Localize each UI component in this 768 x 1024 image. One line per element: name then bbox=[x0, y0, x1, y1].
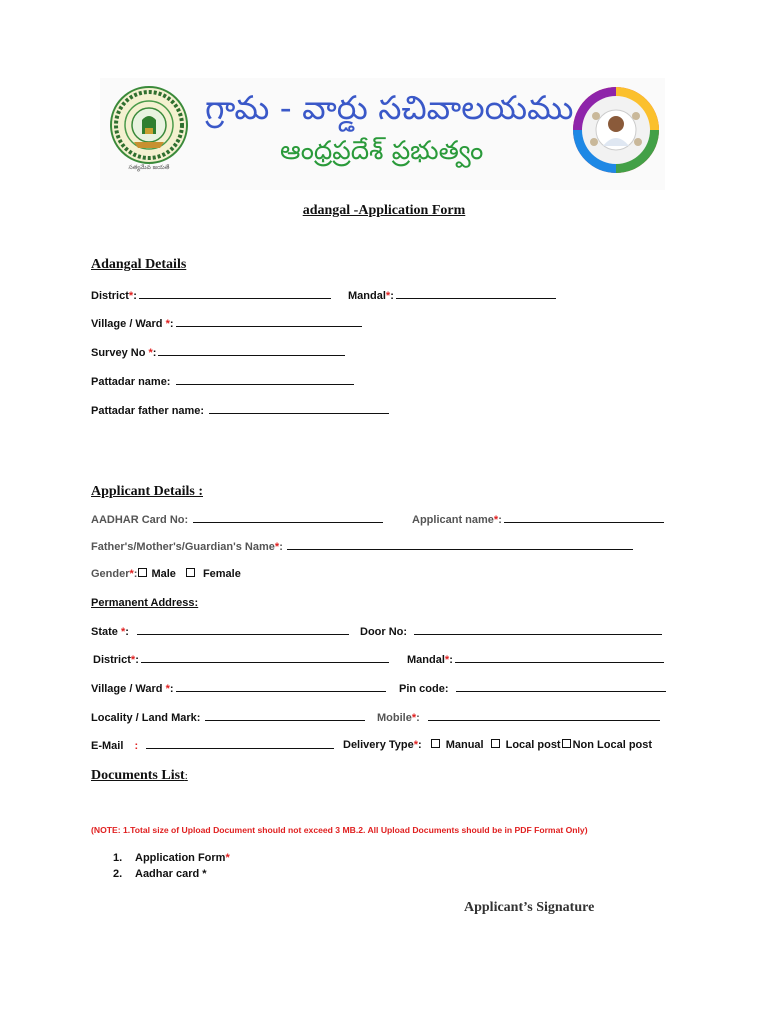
village-field[interactable]: Village / Ward *: bbox=[91, 316, 362, 331]
state-emblem-logo bbox=[108, 84, 190, 178]
list-item: 2. Aadhar card * bbox=[113, 868, 207, 880]
door-no-label: Door No: bbox=[360, 626, 411, 638]
applicant-district-label: District bbox=[93, 654, 131, 666]
non-local-post-label: Non Local post bbox=[572, 739, 653, 751]
district-field[interactable]: District*: bbox=[91, 288, 331, 303]
mandal-label: Mandal bbox=[348, 290, 386, 302]
permanent-address-heading: Permanent Address: bbox=[91, 597, 199, 609]
pattadar-name-field[interactable] bbox=[91, 374, 354, 389]
non-local-post-checkbox[interactable] bbox=[562, 739, 571, 748]
aadhar-input-line[interactable] bbox=[193, 512, 383, 523]
email-label: E-Mail bbox=[91, 740, 127, 752]
applicant-village-field[interactable]: Village / Ward *: bbox=[91, 681, 386, 696]
emblem-motto: సత్యమేవ జయతే bbox=[128, 164, 170, 171]
email-field[interactable] bbox=[91, 738, 334, 753]
required-star: * bbox=[130, 654, 136, 666]
applicant-village-input-line[interactable] bbox=[176, 681, 386, 692]
survey-field[interactable]: Survey No *: bbox=[91, 345, 345, 360]
mobile-label: Mobile bbox=[377, 712, 412, 724]
survey-input-line[interactable] bbox=[158, 345, 345, 356]
applicant-village-label: Village / Ward bbox=[91, 683, 166, 695]
required-star: * bbox=[120, 626, 126, 638]
form-title: adangal -Application Form bbox=[302, 203, 466, 218]
delivery-type-label: Delivery Type bbox=[343, 739, 414, 751]
mandal-field[interactable]: Mandal*: bbox=[348, 288, 556, 303]
applicant-mandal-field[interactable]: Mandal*: bbox=[407, 652, 664, 667]
cm-portrait-logo bbox=[572, 86, 660, 174]
door-no-input-line[interactable] bbox=[414, 624, 662, 635]
required-star: * bbox=[165, 683, 170, 695]
applicant-name-input-line[interactable] bbox=[504, 512, 664, 523]
applicant-name-field[interactable]: Applicant name*: bbox=[412, 512, 664, 527]
required-star: * bbox=[411, 712, 417, 724]
applicant-mandal-input-line[interactable] bbox=[455, 652, 664, 663]
required-star: * bbox=[385, 290, 391, 302]
gender-field: Gender*: Male Female bbox=[91, 568, 241, 580]
aadhar-label: AADHAR Card No: bbox=[91, 514, 192, 526]
applicant-name-label: Applicant name bbox=[412, 514, 494, 526]
pin-code-label: Pin code: bbox=[399, 683, 452, 695]
state-field[interactable]: State *: bbox=[91, 624, 349, 639]
state-input-line[interactable] bbox=[137, 624, 349, 635]
local-post-label: Local post bbox=[505, 739, 561, 751]
pattadar-father-field[interactable] bbox=[91, 403, 389, 418]
male-label: Male bbox=[151, 568, 176, 580]
pattadar-name-label: Pattadar name: bbox=[91, 376, 174, 388]
door-no-field[interactable] bbox=[360, 624, 662, 639]
locality-label: Locality / Land Mark: bbox=[91, 712, 204, 724]
aadhar-field[interactable] bbox=[91, 512, 383, 527]
required-star: * bbox=[493, 514, 499, 526]
pattadar-name-input-line[interactable] bbox=[176, 374, 354, 385]
manual-label: Manual bbox=[445, 739, 484, 751]
applicant-district-input-line[interactable] bbox=[141, 652, 389, 663]
required-star: * bbox=[274, 541, 280, 553]
banner-title-telugu: గ్రామ - వార్డు సచివాలయము bbox=[205, 88, 574, 127]
section-adangal-details: Adangal Details bbox=[91, 257, 187, 272]
state-label: State bbox=[91, 626, 121, 638]
locality-field[interactable] bbox=[91, 710, 365, 725]
district-input-line[interactable] bbox=[139, 288, 331, 299]
mobile-field[interactable]: Mobile*: bbox=[377, 710, 660, 725]
male-checkbox[interactable] bbox=[138, 568, 147, 577]
upload-note: (NOTE: 1.Total size of Upload Document should not exceed 3 MB.2. All Upload Documents should be in PDF Format Only) bbox=[91, 825, 588, 835]
required-star: * bbox=[129, 568, 134, 580]
applicant-mandal-label: Mandal bbox=[407, 654, 445, 666]
email-input-line[interactable] bbox=[146, 738, 334, 749]
district-label: District bbox=[91, 290, 129, 302]
list-item: 1. Application Form* bbox=[113, 852, 230, 864]
pin-code-input-line[interactable] bbox=[456, 681, 666, 692]
applicant-district-field[interactable]: District*: bbox=[93, 652, 389, 667]
female-label: Female bbox=[202, 568, 241, 580]
survey-label: Survey No bbox=[91, 347, 149, 359]
section-applicant-details: Applicant Details : bbox=[91, 484, 203, 499]
gender-label: Gender bbox=[91, 568, 130, 580]
guardian-name-label: Father's/Mother's/Guardian's Name bbox=[91, 541, 275, 553]
pin-code-field[interactable] bbox=[399, 681, 666, 696]
pattadar-father-input-line[interactable] bbox=[209, 403, 389, 414]
local-post-checkbox[interactable] bbox=[491, 739, 500, 748]
email-colon: : bbox=[134, 740, 139, 752]
banner-subtitle-telugu: ఆంధ్రప్రదేశ్ ప్రభుత్వం bbox=[280, 136, 484, 166]
pattadar-father-label: Pattadar father name: bbox=[91, 405, 208, 417]
mobile-input-line[interactable] bbox=[428, 710, 660, 721]
required-star: * bbox=[444, 654, 450, 666]
delivery-type-field: Delivery Type*: Manual Local post Non Local post bbox=[343, 739, 653, 751]
locality-input-line[interactable] bbox=[205, 710, 365, 721]
manual-checkbox[interactable] bbox=[431, 739, 440, 748]
female-checkbox[interactable] bbox=[186, 568, 195, 577]
mandal-input-line[interactable] bbox=[396, 288, 556, 299]
required-star: * bbox=[148, 347, 153, 359]
village-label: Village / Ward bbox=[91, 318, 166, 330]
village-input-line[interactable] bbox=[176, 316, 362, 327]
guardian-name-input-line[interactable] bbox=[287, 539, 633, 550]
required-star: * bbox=[128, 290, 134, 302]
guardian-name-field[interactable]: Father's/Mother's/Guardian's Name*: bbox=[91, 539, 633, 554]
applicant-signature-label: Applicant’s Signature bbox=[464, 900, 595, 915]
required-star: * bbox=[165, 318, 170, 330]
required-star: * bbox=[413, 739, 419, 751]
section-documents-list: Documents List: bbox=[91, 768, 188, 783]
